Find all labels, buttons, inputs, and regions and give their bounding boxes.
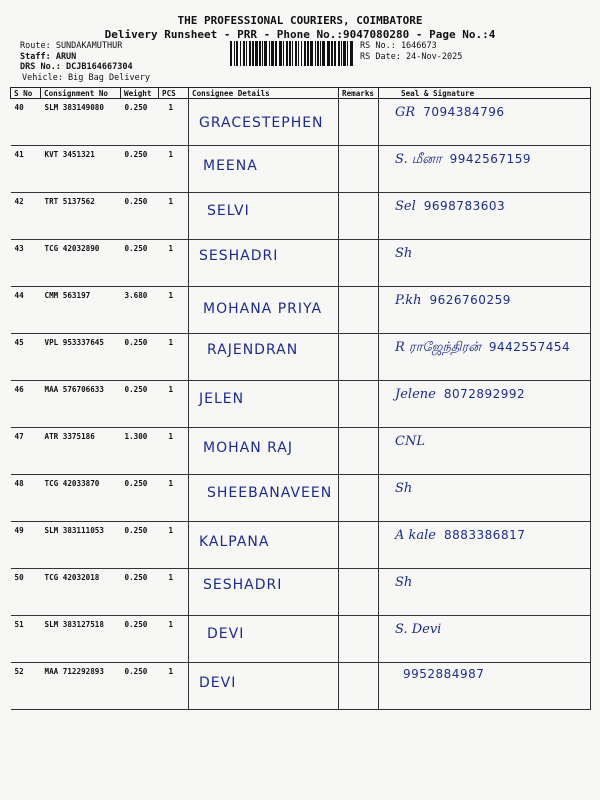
barcode-bar	[347, 41, 348, 66]
barcode-bar	[343, 41, 346, 66]
signature-phone: 9942567159	[449, 152, 531, 166]
row-weight: 0.250	[121, 616, 159, 663]
consignee-name: GRACESTEPHEN	[199, 115, 324, 131]
consignee-name: SESHADRI	[199, 248, 279, 264]
table-row	[11, 663, 591, 710]
row-consignment: VPL 953337645	[41, 334, 121, 381]
signature-phone: 8883386817	[444, 528, 526, 542]
runsheet-meta-right	[360, 41, 462, 62]
row-weight: 0.250	[121, 522, 159, 569]
row-signature-cell	[379, 146, 591, 193]
barcode-bar	[295, 41, 297, 66]
row-remarks	[339, 146, 379, 193]
signature-mark: Sh	[395, 575, 413, 590]
company-title: THE PROFESSIONAL COURIERS, COIMBATORE	[177, 14, 423, 27]
signature-phone: 7094384796	[423, 105, 505, 119]
row-signature-cell	[379, 193, 591, 240]
row-sno: 43	[11, 240, 41, 287]
signature-phone: 8072892992	[443, 387, 526, 401]
row-consignment: SLM 383127518	[41, 616, 121, 663]
row-consignment: TRT 5137562	[41, 193, 121, 240]
barcode-bar	[334, 41, 336, 66]
row-signature-cell	[379, 663, 591, 710]
row-signature-cell	[379, 616, 591, 663]
staff-label: Staff: ARUN	[20, 51, 77, 62]
row-weight: 0.250	[121, 569, 159, 616]
row-weight: 0.250	[121, 240, 159, 287]
barcode-bar	[279, 41, 282, 66]
consignee-name: SHEEBANAVEEN	[207, 485, 333, 501]
row-consignee-cell	[189, 475, 339, 522]
row-consignee-cell	[189, 522, 339, 569]
barcode-bar	[286, 41, 288, 66]
barcode-bar	[255, 41, 258, 66]
row-weight: 0.250	[121, 193, 159, 240]
row-pcs: 1	[159, 381, 189, 428]
consignee-name: DEVI	[199, 675, 237, 691]
row-signature-cell	[379, 428, 591, 475]
route-label: Route: SUNDAKAMUTHUR	[20, 41, 123, 51]
signature-mark: CNL	[395, 434, 425, 449]
row-sno: 48	[11, 475, 41, 522]
row-sno: 52	[11, 663, 41, 710]
col-consignee: Consignee Details	[189, 88, 339, 99]
table-row	[11, 569, 591, 616]
row-pcs: 1	[159, 663, 189, 710]
consignee-name: SELVI	[207, 203, 250, 219]
col-remarks: Remarks	[339, 88, 379, 99]
barcode-bar	[315, 41, 316, 66]
row-sno: 41	[11, 146, 41, 193]
row-remarks	[339, 616, 379, 663]
signature-phone: 9698783603	[423, 199, 506, 213]
barcode-bar	[269, 41, 270, 66]
row-consignment: SLM 383149080	[41, 99, 121, 146]
row-consignee-cell	[189, 381, 339, 428]
rs-number: RS No.: 1646673	[360, 41, 437, 51]
row-pcs: 1	[159, 334, 189, 381]
barcode-bar	[317, 41, 319, 66]
row-weight: 3.680	[121, 287, 159, 334]
barcode-bar	[320, 41, 321, 66]
row-consignment: TCG 42032890	[41, 240, 121, 287]
barcode-bar	[243, 41, 245, 66]
row-pcs: 1	[159, 193, 189, 240]
row-consignment: ATR 3375186	[41, 428, 121, 475]
row-consignee-cell	[189, 240, 339, 287]
row-consignment: KVT 3451321	[41, 146, 121, 193]
row-remarks	[339, 475, 379, 522]
barcode-bar	[259, 41, 261, 66]
barcode-bar	[240, 41, 241, 66]
table-row	[11, 193, 591, 240]
signature-mark: P.kh	[395, 293, 422, 308]
signature-phone: 9626760259	[429, 293, 511, 307]
row-sno: 46	[11, 381, 41, 428]
table-row	[11, 99, 591, 146]
row-consignment: CMM 563197	[41, 287, 121, 334]
barcode-bar	[246, 41, 247, 66]
row-consignee-cell	[189, 569, 339, 616]
table-row	[11, 616, 591, 663]
row-sno: 40	[11, 99, 41, 146]
row-sno: 51	[11, 616, 41, 663]
runsheet-table	[10, 87, 591, 710]
barcode-bar	[249, 41, 251, 66]
consignee-name: KALPANA	[199, 534, 270, 550]
row-consignee-cell	[189, 193, 339, 240]
consignee-name: MOHAN RAJ	[203, 440, 293, 456]
signature-mark: Sh	[395, 246, 413, 261]
consignee-name: RAJENDRAN	[207, 342, 299, 358]
row-signature-cell	[379, 99, 591, 146]
row-weight: 0.250	[121, 475, 159, 522]
row-consignee-cell	[189, 287, 339, 334]
signature-phone: 9442557454	[488, 340, 571, 354]
row-sno: 47	[11, 428, 41, 475]
rs-date: RS Date: 24-Nov-2025	[360, 51, 463, 62]
signature-mark: S. Devi	[395, 622, 442, 637]
vehicle-label: Vehicle: Big Bag Delivery	[22, 72, 150, 83]
barcode-bar	[252, 41, 254, 66]
consignee-name: SESHADRI	[203, 577, 283, 593]
row-consignee-cell	[189, 99, 339, 146]
barcode-bar	[331, 41, 333, 66]
barcode-bar	[350, 41, 353, 66]
row-pcs: 1	[159, 569, 189, 616]
signature-mark: S. மீனா	[395, 152, 442, 167]
row-signature-cell	[379, 240, 591, 287]
signature-mark: Sel	[395, 199, 416, 214]
barcode-bar	[283, 41, 284, 66]
row-consignment: TCG 42032018	[41, 569, 121, 616]
row-consignment: TCG 42033870	[41, 475, 121, 522]
row-remarks	[339, 240, 379, 287]
barcode-bar	[262, 41, 263, 66]
row-consignee-cell	[189, 428, 339, 475]
col-consignment: Consignment No	[41, 88, 121, 99]
table-row	[11, 334, 591, 381]
barcode-bar	[292, 41, 293, 66]
signature-mark: GR	[395, 105, 416, 120]
row-signature-cell	[379, 569, 591, 616]
consignee-name: DEVI	[207, 626, 245, 642]
row-sno: 49	[11, 522, 41, 569]
row-weight: 1.300	[121, 428, 159, 475]
barcode-bar	[327, 41, 330, 66]
barcode-bar	[234, 41, 235, 66]
signature-mark: Sh	[395, 481, 413, 496]
col-pcs: PCS	[159, 88, 189, 99]
row-consignee-cell	[189, 334, 339, 381]
row-weight: 0.250	[121, 381, 159, 428]
barcode-bar	[301, 41, 302, 66]
table-row	[11, 240, 591, 287]
row-consignment: MAA 576706633	[41, 381, 121, 428]
row-sno: 42	[11, 193, 41, 240]
row-remarks	[339, 522, 379, 569]
table-row	[11, 475, 591, 522]
row-signature-cell	[379, 381, 591, 428]
row-consignee-cell	[189, 616, 339, 663]
row-pcs: 1	[159, 428, 189, 475]
barcode-bar	[307, 41, 309, 66]
barcode-bar	[289, 41, 291, 66]
row-sno: 44	[11, 287, 41, 334]
runsheet-subtitle: Delivery Runsheet - PRR - Phone No.:9047080280 - Page No.:4	[104, 28, 496, 41]
row-weight: 0.250	[121, 99, 159, 146]
row-pcs: 1	[159, 99, 189, 146]
signature-mark: Jelene	[395, 387, 436, 402]
barcode-bar	[264, 41, 267, 66]
row-weight: 0.250	[121, 146, 159, 193]
row-pcs: 1	[159, 240, 189, 287]
consignee-name: MOHANA PRIYA	[203, 301, 323, 317]
row-signature-cell	[379, 287, 591, 334]
row-remarks	[339, 381, 379, 428]
barcode-bar	[322, 41, 325, 66]
row-signature-cell	[379, 522, 591, 569]
barcode-bar	[298, 41, 299, 66]
table-row	[11, 287, 591, 334]
row-signature-cell	[379, 475, 591, 522]
consignee-name: JELEN	[199, 391, 245, 407]
table-row	[11, 146, 591, 193]
row-pcs: 1	[159, 475, 189, 522]
row-sno: 50	[11, 569, 41, 616]
row-remarks	[339, 287, 379, 334]
table-header-row	[11, 88, 591, 99]
row-remarks	[339, 428, 379, 475]
signature-mark: R ராஜேந்திரன்	[395, 340, 481, 355]
runsheet-meta-left	[20, 41, 150, 83]
drs-label: DRS No.: DCJB164667304	[20, 62, 133, 72]
table-row	[11, 381, 591, 428]
barcode	[230, 41, 354, 66]
row-consignment: SLM 383111053	[41, 522, 121, 569]
barcode-bar	[271, 41, 274, 66]
row-consignee-cell	[189, 146, 339, 193]
signature-phone: 9952884987	[403, 667, 485, 681]
row-signature-cell	[379, 334, 591, 381]
row-remarks	[339, 99, 379, 146]
barcode-bar	[310, 41, 313, 66]
row-weight: 0.250	[121, 334, 159, 381]
barcode-bar	[236, 41, 238, 66]
row-weight: 0.250	[121, 663, 159, 710]
row-consignee-cell	[189, 663, 339, 710]
row-remarks	[339, 193, 379, 240]
col-sno: S No	[11, 88, 41, 99]
row-consignment: MAA 712292893	[41, 663, 121, 710]
table-row	[11, 522, 591, 569]
table-row	[11, 428, 591, 475]
row-pcs: 1	[159, 287, 189, 334]
row-pcs: 1	[159, 146, 189, 193]
row-remarks	[339, 663, 379, 710]
signature-mark: A kale	[395, 528, 436, 543]
barcode-bar	[338, 41, 340, 66]
col-signature: Seal & Signature	[379, 88, 591, 99]
barcode-bar	[230, 41, 232, 66]
row-pcs: 1	[159, 522, 189, 569]
row-sno: 45	[11, 334, 41, 381]
row-pcs: 1	[159, 616, 189, 663]
barcode-bar	[275, 41, 277, 66]
barcode-bar	[304, 41, 306, 66]
consignee-name: MEENA	[203, 158, 258, 174]
barcode-bar	[341, 41, 342, 66]
col-weight: Weight	[121, 88, 159, 99]
row-remarks	[339, 334, 379, 381]
row-remarks	[339, 569, 379, 616]
